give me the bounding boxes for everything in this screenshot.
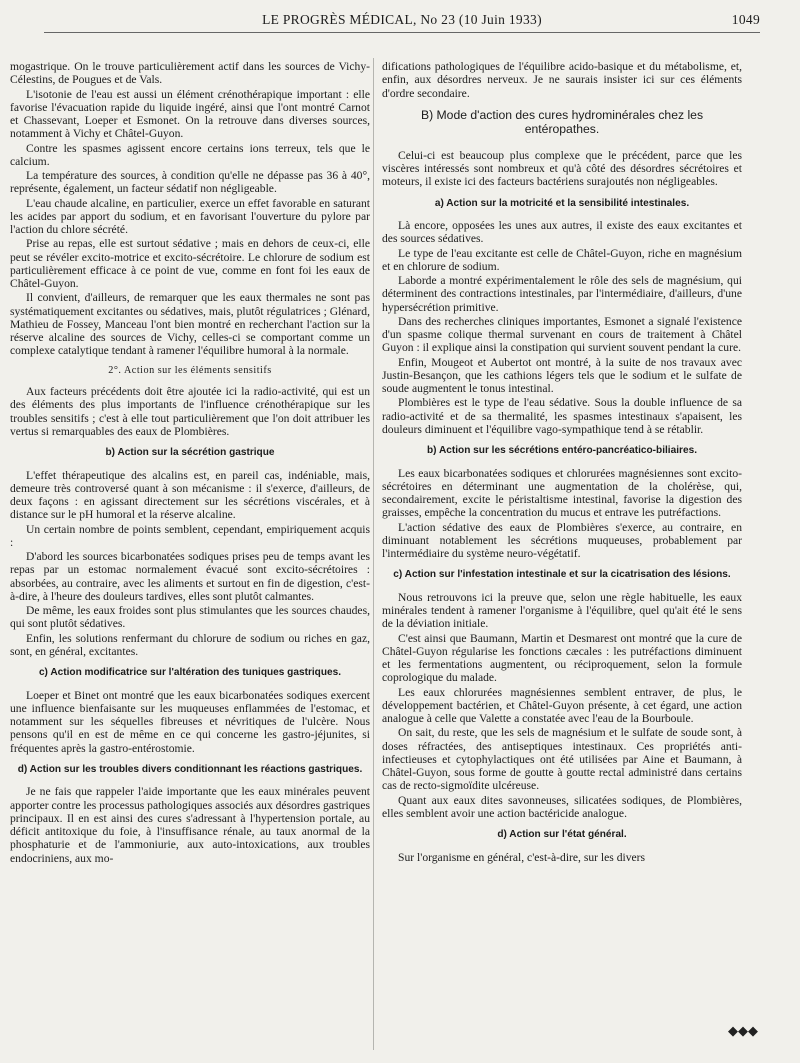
paragraph: Enfin, Mougeot et Aubertot ont montré, à la suite de nos travaux avec Justin-Besançon, que les cathions légers tels que le sodium et le sulfate de soude augmentent le tonus intestinal. xyxy=(382,355,742,395)
paragraph: Laborde a montré expérimentalement le rôle des sels de magnésium, qui déterminent des contractions intestinales, par l'intermédiaire, d'ailleurs, d'une hypersécrétion primitive. xyxy=(382,274,742,314)
paragraph: De même, les eaux froides sont plus stimulantes que les sources chaudes, qui sont plutôt sédatives. xyxy=(10,604,370,631)
section-heading: b) Action sur les sécrétions entéro-pancréatico-biliaires. xyxy=(427,445,697,456)
paragraph: Nous retrouvons ici la preuve que, selon une règle habituelle, les eaux minérales tendent à ramener l'organisme à l'équilibre, quel qu'ait été le sens de la déviation initiale. xyxy=(382,590,742,631)
section-heading: B) Mode d'action des cures hydrominérales chez les entéropathes. xyxy=(420,107,704,136)
paragraph: Là encore, opposées les unes aux autres, il existe des eaux excitantes et des sources sédatives. xyxy=(382,219,742,246)
paragraph: Il convient, d'ailleurs, de remarquer que les eaux thermales ne sont pas systématiquement excitantes ou sédatives, mais, plutôt régulatrices ; Glénard, Mathieu de Fossey, Manceau l'ont bien montré en recherchant l'action sur la réserve alcaline des sources de Vichy, celles-ci se comportant comme un complexe catalytique tendant à ramener l'équilibre humoral à la normale. xyxy=(10,291,370,358)
paragraph: C'est ainsi que Baumann, Martin et Desmarest ont montré que la cure de Châtel-Guyon régularise les fonctions cæcales : les putréfactions diminuent et les fermentations augmentent, ou réciproquement, selon la formule coprologique du malade. xyxy=(382,631,742,685)
paragraph: Aux facteurs précédents doit être ajoutée ici la radio-activité, qui est un des éléments des plus importants de l'influence crénothérapique sur les troubles sensitifs ; c'est à elle tout particulièrement que l'on doit attribuer les vertus si remarquables des eaux de Plombières. xyxy=(10,385,370,438)
page-number: 1049 xyxy=(731,12,760,27)
paragraph: mogastrique. On le trouve particulièrement actif dans les sources de Vichy-Célestins, de Pougues et de Vals. xyxy=(10,60,370,87)
paragraph: Enfin, les solutions renfermant du chlorure de sodium ou riches en gaz, sont, en général, excitantes. xyxy=(10,631,370,658)
paragraph: Loeper et Binet ont montré que les eaux bicarbonatées sodiques exercent une influence bienfaisante sur les muqueuses enflammées de l'estomac, et notamment sur les séquelles fibreuses et névritiques de l'ulcère. Nous pensons qu'il en est de même en ce qui concerne les gastro-jéjunites, si fréquentes après la gastro-entérostomie. xyxy=(10,688,370,755)
paragraph: On sait, du reste, que les sels de magnésium et le sulfate de soude sont, à doses réfractées, des antiseptiques intestinaux. Ces propriétés anti-infectieuses et cytophylactiques ont été utilisées par Aine et Baumann, à Châtel-Guyon, sous forme de goutte à goutte rectal administré dans certains cas de recto-sigmoïdite ulcéreuse. xyxy=(382,726,742,793)
section-heading: b) Action sur la sécrétion gastrique xyxy=(105,447,275,458)
paragraph: Les eaux bicarbonatées sodiques et chlorurées magnésiennes sont excito-sécrétoires en déterminant une augmentation de la cholérèse, qui, secondairement, excite le péristaltisme intestinal, favorise la digestion des graisses, empêche la concentration du mucus et entrave les putréfactions. xyxy=(382,466,742,520)
running-title: LE PROGRÈS MÉDICAL, No 23 (10 Juin 1933) xyxy=(262,12,542,27)
paragraph: Plombières est le type de l'eau sédative. Sous la double influence de sa radio-activité et de sa thermalité, les spasmes intestinaux s'apaisent, les douleurs diminuent et l'équilibre vago-sympathique tend à se rétablir. xyxy=(382,396,742,436)
section-heading: c) Action sur l'infestation intestinale et sur la cicatrisation des lésions. xyxy=(393,569,731,581)
paragraph: Quant aux eaux dites savonneuses, silicatées sodiques, de Plombières, elles semblent avoir une action bactéricide analogue. xyxy=(382,793,742,820)
section-heading: 2°. Action sur les éléments sensitifs xyxy=(108,364,272,376)
paragraph: Sur l'organisme en général, c'est-à-dire, sur les divers xyxy=(398,850,646,864)
paragraph: L'action sédative des eaux de Plombières s'exerce, au contraire, en diminuant notablement les sécrétions muqueuses, probablement par l'intermédiaire du système neuro-végétatif. xyxy=(382,520,742,560)
paragraph: D'abord les sources bicarbonatées sodiques prises peu de temps avant les repas par un estomac normalement évacué sont excito-sécrétoires : absorbées, au contraire, avec les aliments et surtout en fin de digestion, c'est-à-dire, à l'heure des douleurs tardives, elles sont plutôt calmantes. xyxy=(10,550,370,603)
paragraph: Prise au repas, elle est surtout sédative ; mais en dehors de ceux-ci, elle peut se révéler excito-motrice et excito-sécrétoire. Le chlorure de sodium est particulièrement efficace à ce point de vue, comme en font foi les eaux de Châtel-Guyon. xyxy=(10,237,370,290)
section-heading: d) Action sur l'état général. xyxy=(497,829,627,840)
paragraph: Un certain nombre de points semblent, cependant, empiriquement acquis : xyxy=(10,522,370,549)
paragraph: L'eau chaude alcaline, en particulier, exerce un effet favorable en saturant les acides par apport du sodium, et en favorisant l'ouverture du pylore par l'action du chlore sécrété. xyxy=(10,196,370,236)
paragraph: Le type de l'eau excitante est celle de Châtel-Guyon, riche en magnésium et en chlorure de sodium. xyxy=(382,246,742,273)
paragraph: L'effet thérapeutique des alcalins est, en pareil cas, indéniable, mais, demeure très controversé quant à son mécanisme : il s'exerce, d'ailleurs, de deux façons : en agissant directement sur les sécrétions viscérales, et à distance sur le pH humoral et la réserve alcaline. xyxy=(10,468,370,522)
section-heading: c) Action modificatrice sur l'altération des tuniques gastriques. xyxy=(38,667,342,678)
section-heading: d) Action sur les troubles divers conditionnant les réactions gastriques. xyxy=(17,763,363,775)
right-column xyxy=(382,60,742,865)
column-divider xyxy=(373,58,374,1050)
paragraph: Dans des recherches cliniques importantes, Esmonet a signalé l'existence d'un spasme colique thermal survenant en cours de traitement à Châtel Guyon : il explique ainsi la constipation qui survient souvent pendant la cure. xyxy=(382,314,742,355)
paragraph: Contre les spasmes agissent encore certains ions terreux, tels que le calcium. xyxy=(10,141,370,168)
paragraph: L'isotonie de l'eau est aussi un élément crénothérapique important : elle favorise l'évacuation rapide du liquide ingéré, ainsi que l'ont montré Carnot et Chassevant, Loeper et Esmonet. On la retrouve dans diverses sources, notamment à Vichy et Châtel-Guyon. xyxy=(10,87,370,141)
paragraph: Les eaux chlorurées magnésiennes semblent entraver, de plus, le développement bactérien, et Châtel-Guyon présente, à cet égard, une action analogue à celle que Valette a constatée avec l'eau de la Bourboule. xyxy=(382,685,742,725)
paragraph: Celui-ci est beaucoup plus complexe que le précédent, parce que les viscères intéressés sont nombreux et qu'à côté des désordres sécrétoires et moteurs, il existe ici des facteurs bactériens surajoutés non négligeables. xyxy=(382,148,742,189)
running-header xyxy=(44,8,760,33)
paragraph: Je ne fais que rappeler l'aide importante que les eaux minérales peuvent apporter contre les processus pathologiques associés aux désordres gastriques principaux. Il en est ainsi des cures s'adressant à l'hypertension portale, au déficit antitoxique du foie, à l'insuffisance rénale, au taux anormal de la phosphaturie et de l'ammoniurie, aux auto-intoxications, aux troubles endocriniens, aux mo- xyxy=(10,785,370,865)
ornament-diamonds: ◆◆◆ xyxy=(728,1024,758,1039)
paragraph: La température des sources, à condition qu'elle ne dépasse pas 36 à 40°, représente, également, un facteur sédatif non négligeable. xyxy=(10,169,370,196)
left-column xyxy=(10,60,370,866)
section-heading: a) Action sur la motricité et la sensibilité intestinales. xyxy=(434,197,690,209)
paragraph: difications pathologiques de l'équilibre acido-basique et du métabolisme, et, enfin, aux désordres nerveux. Je ne saurais insister ici sur ces éléments d'ordre secondaire. xyxy=(382,60,742,100)
